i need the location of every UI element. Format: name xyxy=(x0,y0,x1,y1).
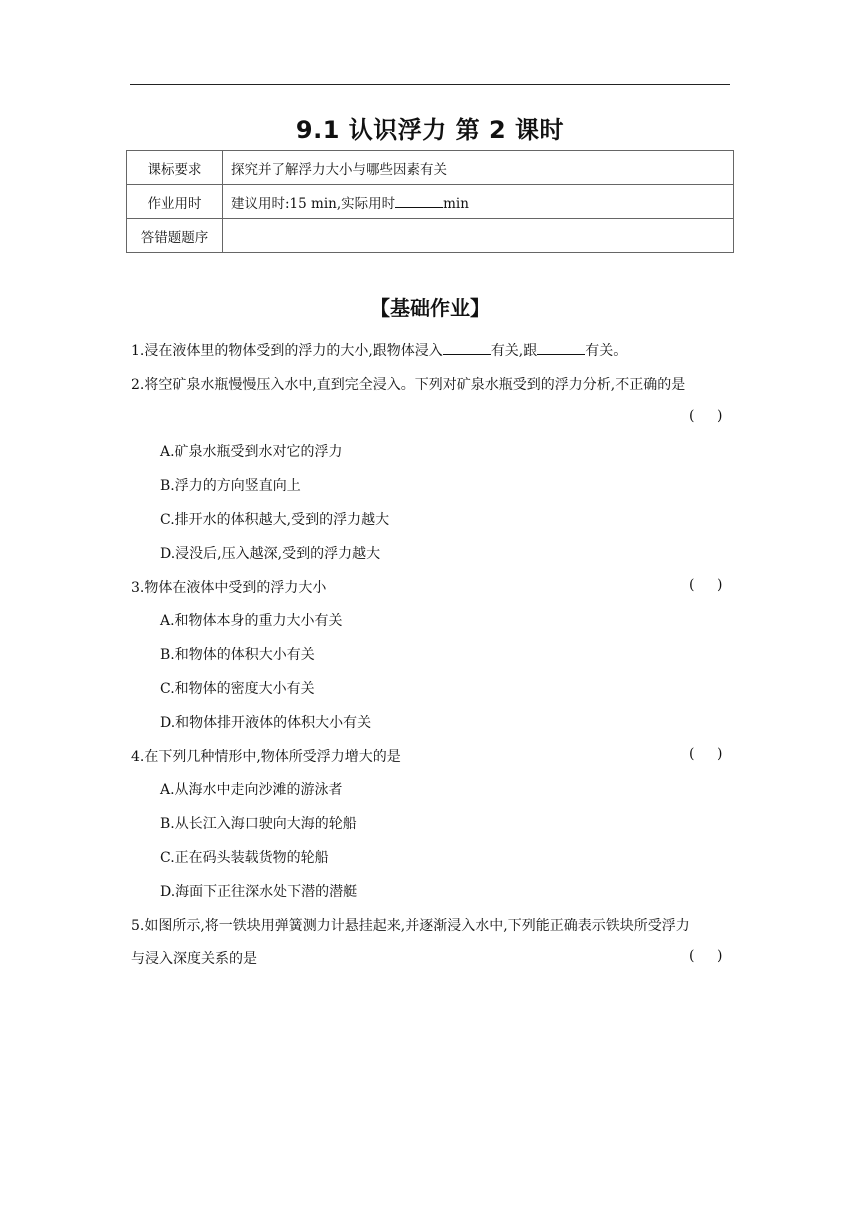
row-key: 作业用时 xyxy=(127,185,223,219)
option-a: A.和物体本身的重力大小有关 xyxy=(160,613,343,629)
answer-blank[interactable] xyxy=(537,341,585,355)
option-c: C.排开水的体积越大,受到的浮力越大 xyxy=(160,512,390,528)
option-c: C.正在码头装载货物的轮船 xyxy=(160,850,329,866)
option-d: D.海面下正往深水处下潜的潜艇 xyxy=(160,884,358,900)
question-2-stem: 2.将空矿泉水瓶慢慢压入水中,直到完全浸入。下列对矿泉水瓶受到的浮力分析,不正确的是 xyxy=(131,377,686,393)
option-c: C.和物体的密度大小有关 xyxy=(160,681,315,697)
option-b: B.浮力的方向竖直向上 xyxy=(160,478,301,494)
option-a: A.从海水中走向沙滩的游泳者 xyxy=(160,782,343,798)
question-5-stem: 5.如图所示,将一铁块用弹簧测力计悬挂起来,并逐渐浸入水中,下列能正确表示铁块所受浮力 xyxy=(131,918,690,934)
answer-blank[interactable] xyxy=(443,341,491,355)
page-title: 9.1 认识浮力 第 2 课时 xyxy=(295,116,565,144)
option-d: D.浸没后,压入越深,受到的浮力越大 xyxy=(160,546,381,562)
info-table xyxy=(126,150,734,253)
question-3-stem: 3.物体在液体中受到的浮力大小 xyxy=(131,580,327,596)
header-rule xyxy=(130,84,730,85)
answer-bracket[interactable]: ( ) xyxy=(689,408,723,424)
row-key: 课标要求 xyxy=(127,151,223,185)
answer-bracket[interactable]: ( ) xyxy=(689,948,723,964)
actual-time-blank[interactable] xyxy=(395,194,443,208)
row-value: 探究并了解浮力大小与哪些因素有关 xyxy=(223,151,734,185)
row-value xyxy=(223,185,734,219)
table-row xyxy=(127,219,734,253)
question-5-stem-cont: 与浸入深度关系的是 xyxy=(131,951,257,967)
answer-bracket[interactable]: ( ) xyxy=(689,746,723,762)
table-row xyxy=(127,185,734,219)
wrong-answers-cell[interactable] xyxy=(223,219,734,253)
option-a: A.矿泉水瓶受到水对它的浮力 xyxy=(160,444,343,460)
option-d: D.和物体排开液体的体积大小有关 xyxy=(160,715,372,731)
table-row xyxy=(127,151,734,185)
option-b: B.和物体的体积大小有关 xyxy=(160,647,315,663)
suggested-time-text: 建议用时:15 min,实际用时 xyxy=(231,195,396,212)
row-key: 答错题题序 xyxy=(127,219,223,253)
option-b: B.从长江入海口驶向大海的轮船 xyxy=(160,816,357,832)
question-1: 1.浸在液体里的物体受到的浮力的大小,跟物体浸入 有关,跟 有关。 xyxy=(131,343,628,359)
time-unit: min xyxy=(443,195,469,212)
question-4-stem: 4.在下列几种情形中,物体所受浮力增大的是 xyxy=(131,749,401,765)
section-title: 【基础作业】 xyxy=(370,296,490,320)
answer-bracket[interactable]: ( ) xyxy=(689,577,723,593)
